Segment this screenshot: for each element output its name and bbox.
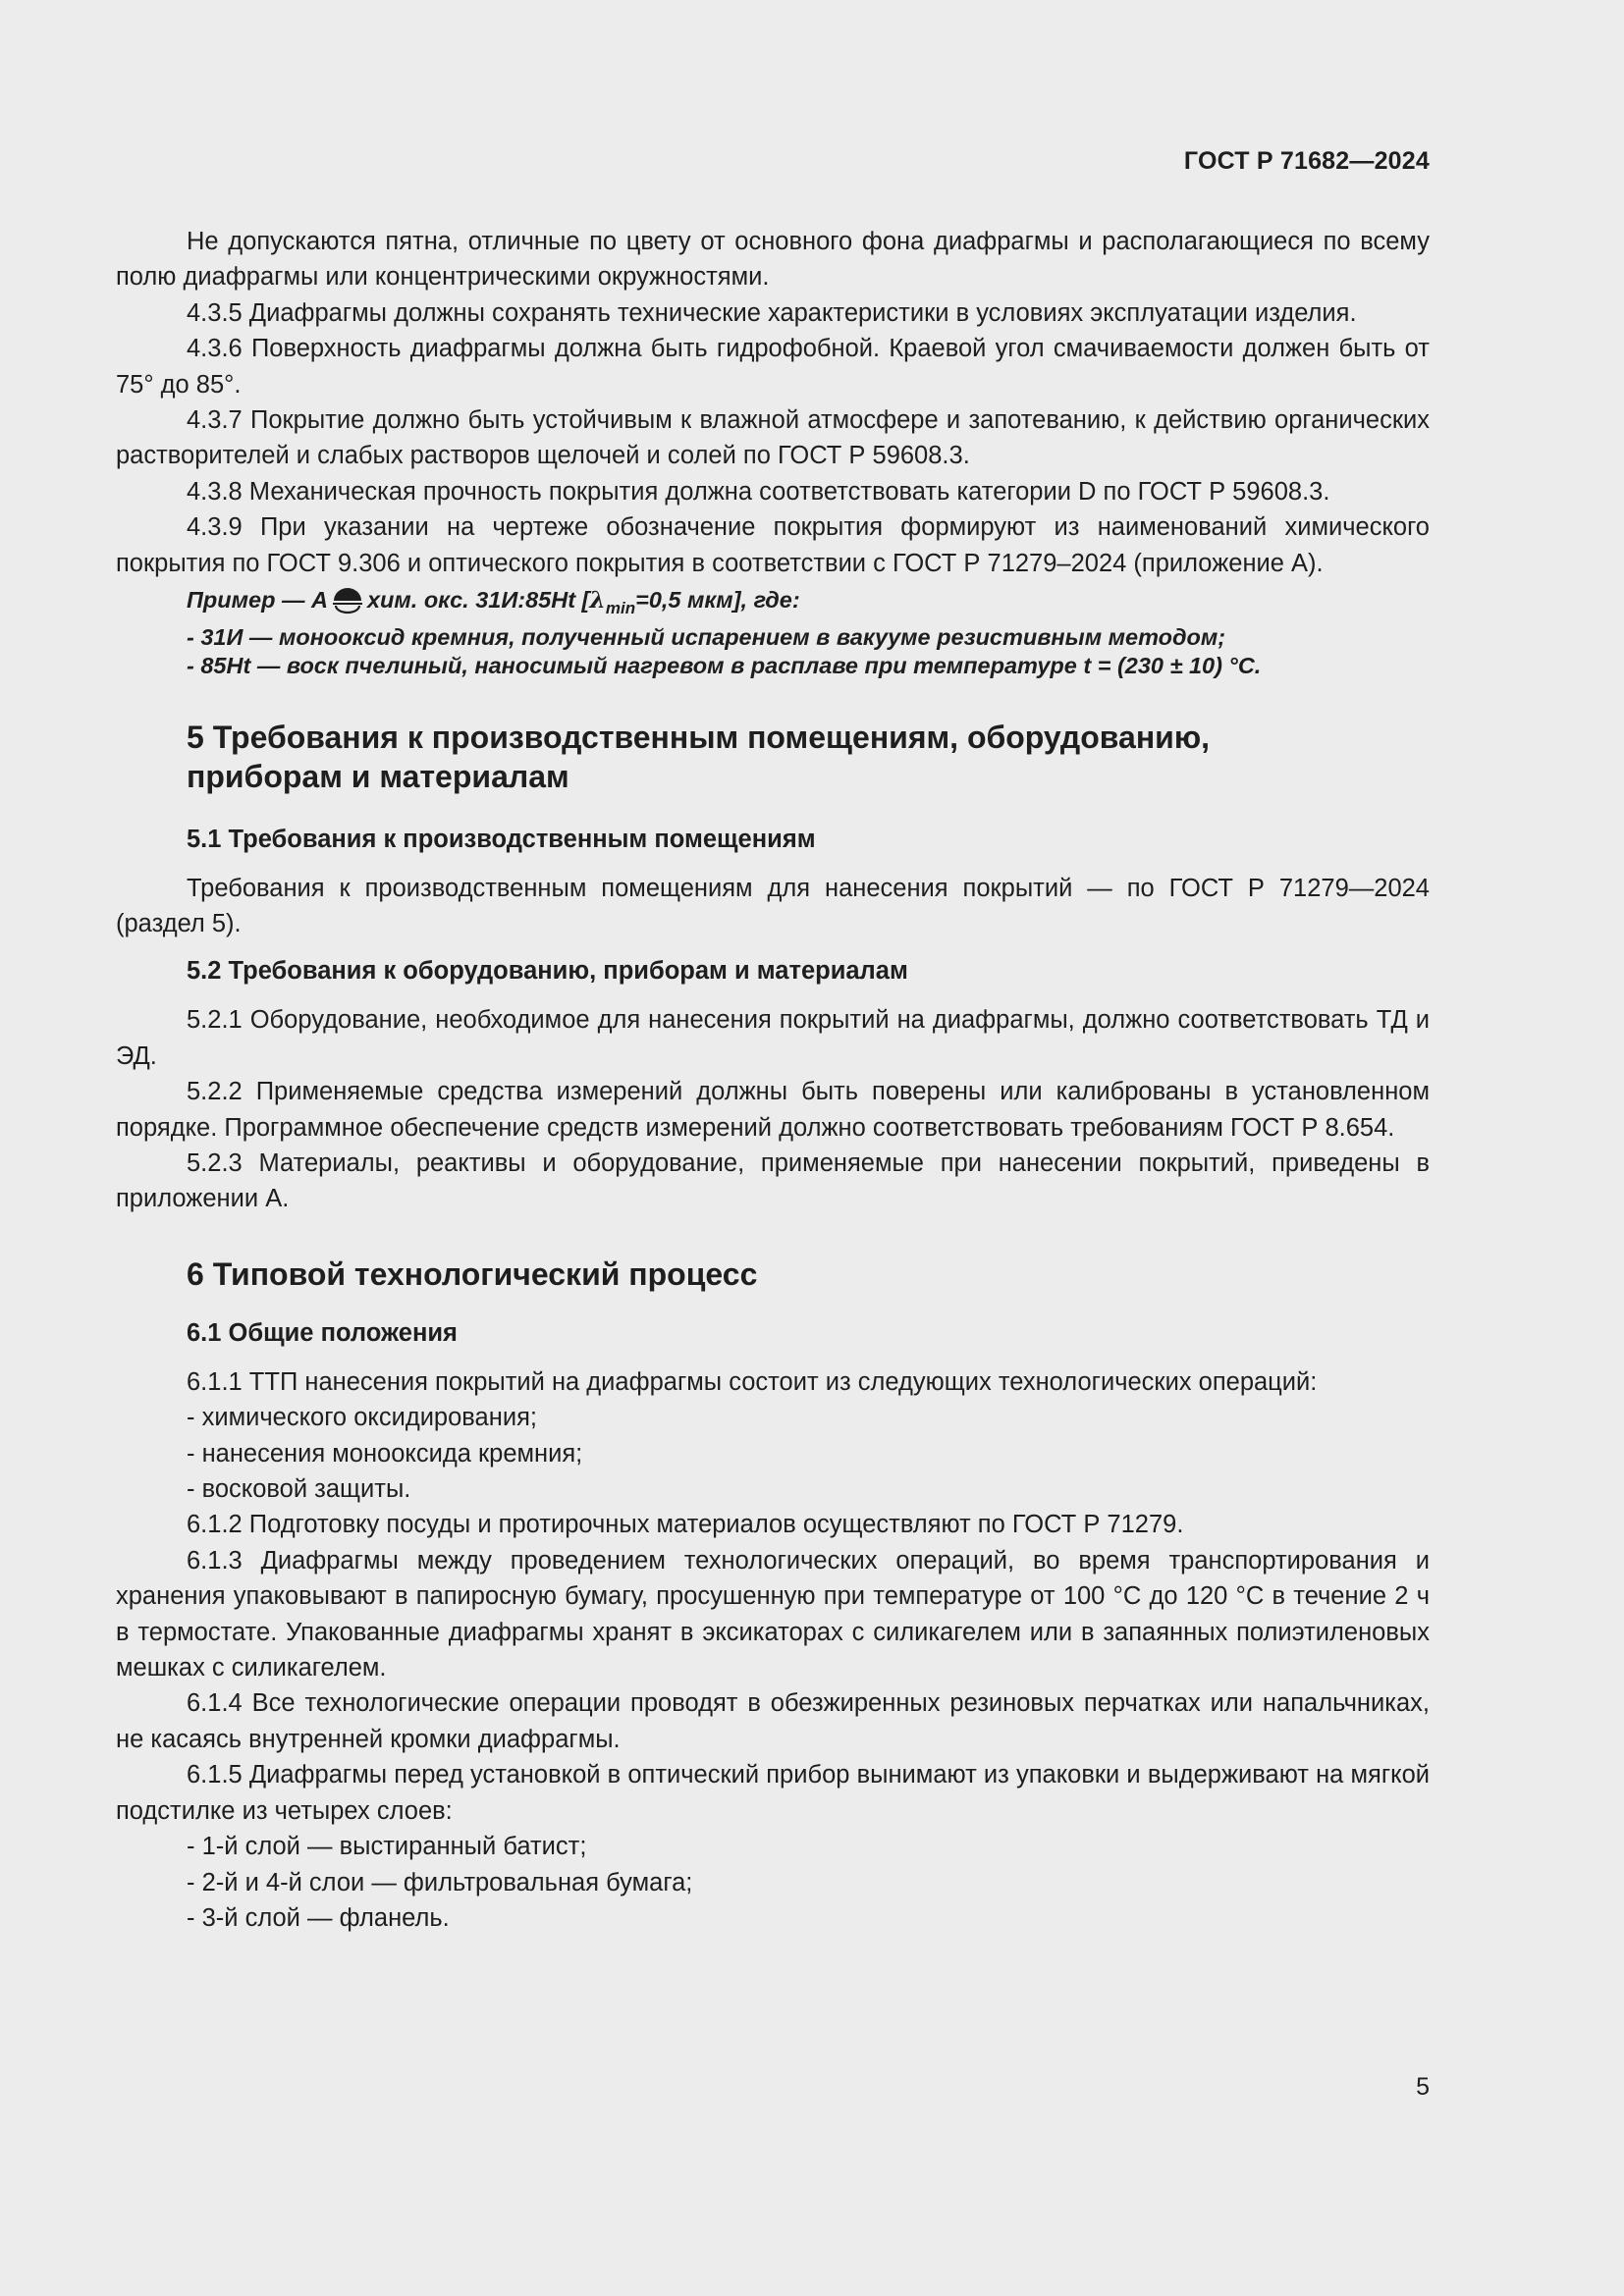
- lambda-symbol: λ: [589, 586, 606, 614]
- section-6-heading: 6 Типовой технологический процесс: [187, 1255, 758, 1292]
- clause-4-3-7: 4.3.7 Покрытие должно быть устойчивым к влажной атмосфере и запотеванию, к действию органических растворителей и слабых растворов щелочей и солей по ГОСТ Р 59608.3.: [116, 406, 1430, 470]
- example-item: - 31И — монооксид кремния, полученный испарением в вакууме резистивным методом;: [187, 623, 1226, 650]
- paragraph: Требования к производственным помещениям для нанесения покрытий — по ГОСТ Р 71279—2024 (раздел 5).: [116, 874, 1430, 937]
- document-body: [116, 224, 1430, 1936]
- list-item: - химического оксидирования;: [187, 1404, 537, 1432]
- clause-5-2-1: 5.2.1 Оборудование, необходимое для нанесения покрытий на диафрагмы, должно соответствовать ТД и ЭД.: [116, 1006, 1430, 1070]
- clause-6-1-5: 6.1.5 Диафрагмы перед установкой в оптический прибор вынимают из упаковки и выдерживают на мягкой подстилке из четырех слоев:: [116, 1761, 1430, 1825]
- clause-4-3-8: 4.3.8 Механическая прочность покрытия должна соответствовать категории D по ГОСТ Р 59608.3.: [187, 477, 1330, 506]
- clause-6-1-3: 6.1.3 Диафрагмы между проведением технологических операций, во время транспортирования и хранения упаковывают в папиросную бумагу, просушенную при температуре от 100 °С до 120 °С в течение 2 ч в термостате. Упакованные диафрагмы хранят в эксикаторах с силикагелем или в запаянных полиэтиленовых мешках с силикагелем.: [116, 1546, 1430, 1682]
- example-label: Пример — А: [187, 587, 328, 614]
- subsection-6-1-heading: 6.1 Общие положения: [187, 1318, 458, 1347]
- clause-5-2-3: 5.2.3 Материалы, реактивы и оборудование, применяемые при нанесении покрытий, приведены в приложении А.: [116, 1149, 1430, 1213]
- section-5-heading-line-2: приборам и материалам: [187, 758, 569, 794]
- list-item: - 1-й слой — выстиранный батист;: [187, 1833, 587, 1861]
- example-designation: хим. окс. 31И:85Ht [: [366, 587, 590, 614]
- clause-5-2-2: 5.2.2 Применяемые средства измерений должны быть поверены или калиброваны в установленном порядке. Программное обеспечение средств измерений должно соответствовать требованиям ГОСТ Р 8.654.: [116, 1078, 1430, 1142]
- page-number: 5: [1416, 2073, 1430, 2101]
- list-item: - восковой защиты.: [187, 1475, 411, 1504]
- clause-4-3-6: 4.3.6 Поверхность диафрагмы должна быть гидрофобной. Краевой угол смачиваемости должен быть от 75° до 85°.: [116, 335, 1430, 399]
- subsection-5-2-heading: 5.2 Требования к оборудованию, приборам и материалам: [187, 957, 908, 986]
- hydrophobic-coating-sign-icon: [331, 585, 364, 614]
- clause-4-3-9: 4.3.9 При указании на чертеже обозначение покрытия формируют из наименований химического покрытия по ГОСТ 9.306 и оптического покрытия в соответствии с ГОСТ Р 71279–2024 (приложение А).: [116, 513, 1430, 577]
- subsection-5-1-heading: 5.1 Требования к производственным помещениям: [187, 825, 816, 853]
- list-item: - нанесения монооксида кремния;: [187, 1439, 583, 1468]
- example-item: - 85Ht — воск пчелиный, наносимый нагревом в расплаве при температуре t = (230 ± 10) °С.: [187, 653, 1262, 679]
- clause-6-1-4: 6.1.4 Все технологические операции проводят в обезжиренных резиновых перчатках или напальчниках, не касаясь внутренней кромки диафрагмы.: [116, 1689, 1430, 1753]
- clause-6-1-1: 6.1.1 ТТП нанесения покрытий на диафрагмы состоит из следующих технологических операций:: [187, 1367, 1318, 1396]
- example-line: [116, 585, 1430, 623]
- section-5-heading: [116, 718, 1430, 796]
- section-5-heading-line-1: 5 Требования к производственным помещениям, оборудованию,: [187, 719, 1211, 755]
- example-designation-end: =0,5 мкм], где:: [635, 587, 800, 614]
- document-header: ГОСТ Р 71682—2024: [1183, 147, 1430, 175]
- list-item: - 2-й и 4-й слои — фильтровальная бумага;: [187, 1868, 693, 1896]
- paragraph: Не допускаются пятна, отличные по цвету от основного фона диафрагмы и располагающиеся по всему полю диафрагмы или концентрическими окружностями.: [116, 228, 1430, 292]
- list-item: - 3-й слой — фланель.: [187, 1903, 450, 1932]
- lambda-subscript: min: [605, 599, 636, 618]
- clause-6-1-2: 6.1.2 Подготовку посуды и протирочных материалов осуществляют по ГОСТ Р 71279.: [187, 1511, 1184, 1539]
- clause-4-3-5: 4.3.5 Диафрагмы должны сохранять технические характеристики в условиях эксплуатации изделия.: [187, 298, 1357, 327]
